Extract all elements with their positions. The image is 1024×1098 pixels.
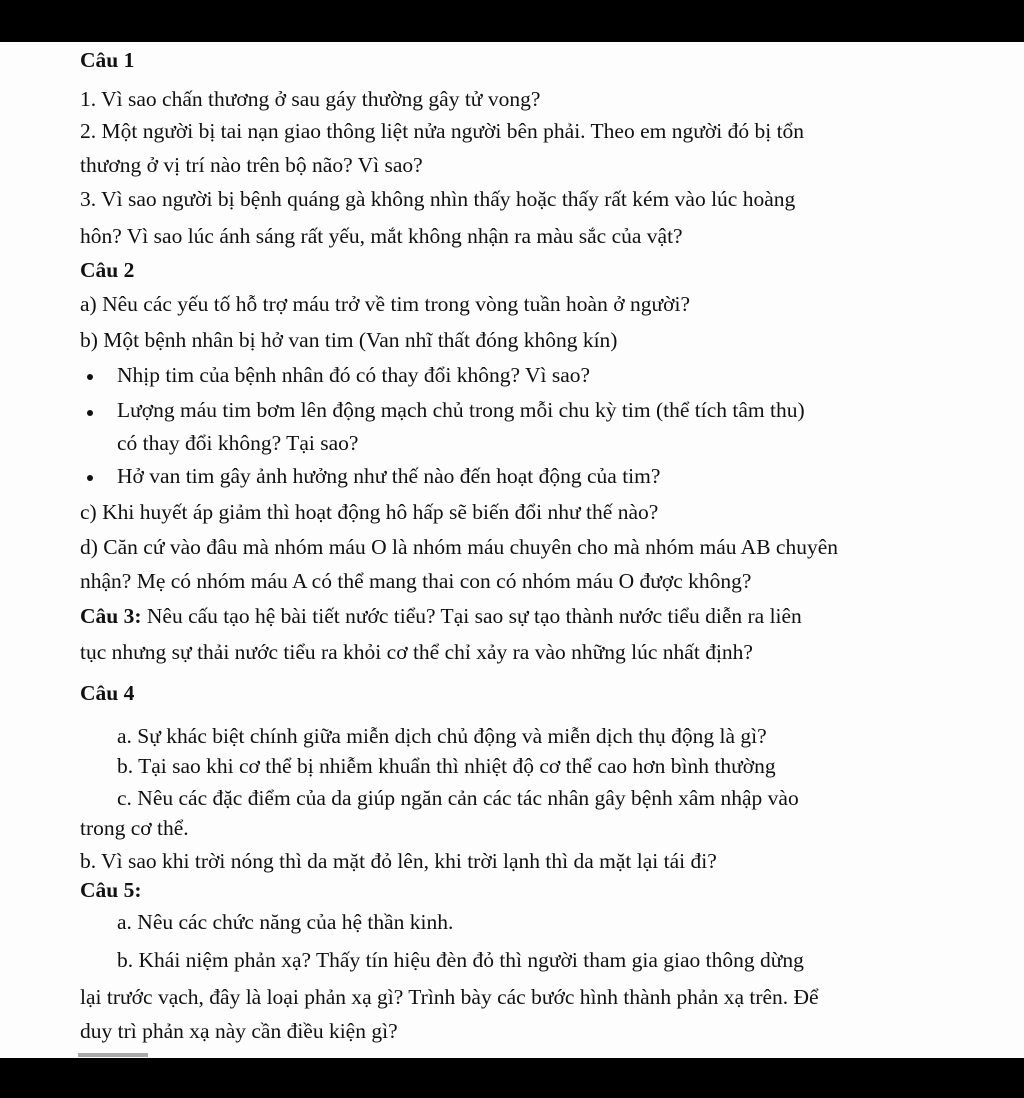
question-1-3-line1: 3. Vì sao người bị bệnh quáng gà không nhìn thấy hoặc thấy rất kém vào lúc hoàng: [80, 187, 796, 211]
question-2-c: c) Khi huyết áp giảm thì hoạt động hô hấp sẽ biến đổi như thế nào?: [80, 500, 659, 524]
question-4-c-line1: c. Nêu các đặc điểm của da giúp ngăn cản các tác nhân gây bệnh xâm nhập vào: [117, 786, 799, 810]
question-5-b-line2: lại trước vạch, đây là loại phản xạ gì? Trình bày các bước hình thành phản xạ trên. Để: [80, 985, 819, 1009]
question-1-2-line2: thương ở vị trí nào trên bộ não? Vì sao?: [80, 153, 423, 177]
question-3-line2: tục nhưng sự thải nước tiểu ra khỏi cơ thể chỉ xảy ra vào những lúc nhất định?: [80, 640, 753, 664]
question-2-b-bullet-2-line1: Lượng máu tim bơm lên động mạch chủ trong mỗi chu kỳ tim (thể tích tâm thu): [117, 398, 805, 422]
bullet: [87, 475, 93, 481]
heading-cau-2: Câu 2: [80, 258, 135, 282]
question-4-b: b. Tại sao khi cơ thể bị nhiễm khuẩn thì nhiệt độ cơ thể cao hơn bình thường: [117, 754, 776, 778]
question-5-b-line3: duy trì phản xạ này cần điều kiện gì?: [80, 1019, 398, 1043]
heading-cau-3: Câu 3:: [80, 604, 142, 628]
heading-cau-5: Câu 5:: [80, 878, 142, 902]
heading-cau-4: Câu 4: [80, 681, 135, 705]
question-2-a: a) Nêu các yếu tố hỗ trợ máu trở về tim trong vòng tuần hoàn ở người?: [80, 292, 690, 316]
question-1-1: 1. Vì sao chấn thương ở sau gáy thường gây tử vong?: [80, 87, 541, 111]
question-1-2-line1: 2. Một người bị tai nạn giao thông liệt nửa người bên phải. Theo em người đó bị tổn: [80, 119, 805, 143]
question-3-line1: [80, 603, 802, 629]
question-4-b2: b. Vì sao khi trời nóng thì da mặt đỏ lên, khi trời lạnh thì da mặt lại tái đi?: [80, 849, 717, 873]
question-2-b: b) Một bệnh nhân bị hở van tim (Van nhĩ thất đóng không kín): [80, 328, 618, 352]
question-5-b-line1: b. Khái niệm phản xạ? Thấy tín hiệu đèn đỏ thì người tham gia giao thông dừng: [117, 948, 804, 972]
question-4-a: a. Sự khác biệt chính giữa miễn dịch chủ động và miễn dịch thụ động là gì?: [117, 724, 767, 748]
bullet: [87, 374, 93, 380]
question-3-text: Nêu cấu tạo hệ bài tiết nước tiểu? Tại sao sự tạo thành nước tiểu diễn ra liên: [141, 604, 802, 628]
question-2-b-bullet-2-line2: có thay đổi không? Tại sao?: [117, 431, 359, 455]
question-2-d-line1: d) Căn cứ vào đâu mà nhóm máu O là nhóm máu chuyên cho mà nhóm máu AB chuyên: [80, 535, 839, 559]
question-5-a: a. Nêu các chức năng của hệ thần kinh.: [117, 910, 454, 934]
heading-cau-1: Câu 1: [80, 48, 135, 72]
question-1-3-line2: hôn? Vì sao lúc ánh sáng rất yếu, mắt không nhận ra màu sắc của vật?: [80, 224, 683, 248]
question-4-c-line2: trong cơ thể.: [80, 816, 189, 840]
question-2-d-line2: nhận? Mẹ có nhóm máu A có thể mang thai con có nhóm máu O được không?: [80, 569, 752, 593]
cutoff-text-fragment: [78, 1053, 148, 1057]
question-2-b-bullet-1: Nhịp tim của bệnh nhân đó có thay đổi không? Vì sao?: [117, 363, 591, 387]
question-2-b-bullet-3: Hở van tim gây ảnh hưởng như thế nào đến hoạt động của tim?: [117, 464, 661, 488]
bullet: [87, 410, 93, 416]
